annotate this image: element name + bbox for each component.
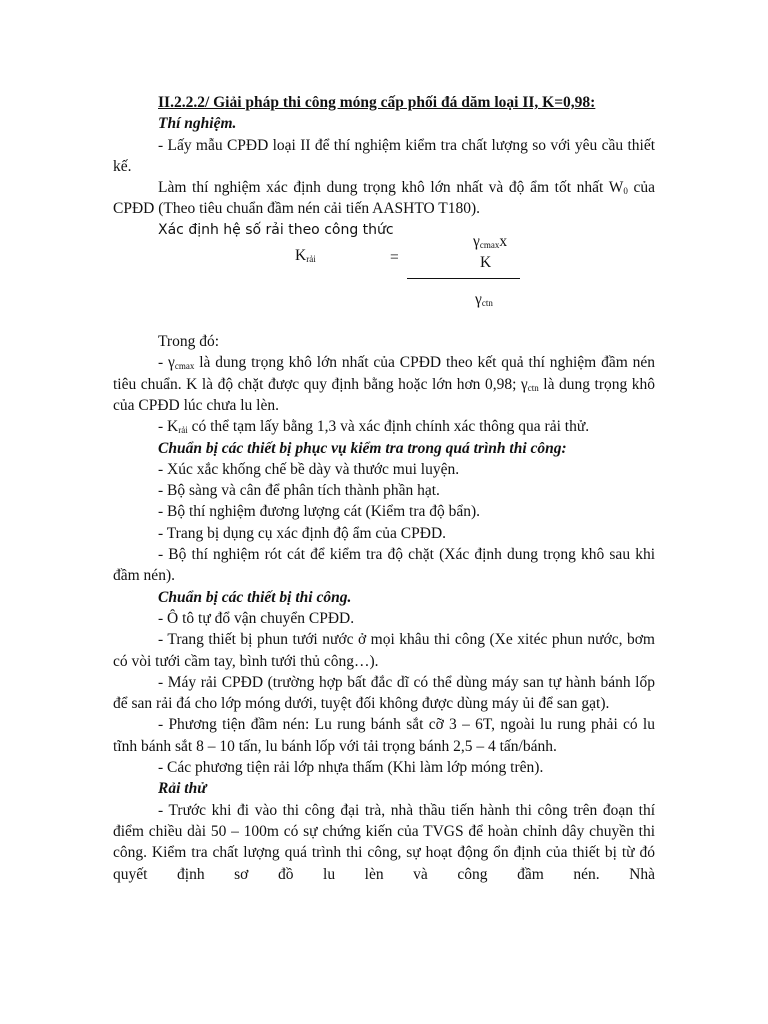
list-item: - Bộ thí nghiệm đương lượng cát (Kiểm tra độ bẩn). bbox=[158, 503, 481, 521]
paragraph-where: Trong đó: bbox=[158, 333, 220, 351]
subsection-title-test-equipment: Chuẩn bị các thiết bị phục vụ kiểm tra trong quá trình thi công: bbox=[158, 439, 567, 457]
formula-symbol: γ bbox=[475, 291, 482, 309]
subsection-title-construction-equipment: Chuẩn bị các thiết bị thi công. bbox=[158, 588, 352, 606]
subscript: rải bbox=[178, 425, 188, 436]
list-item: - Trang thiết bị phun tưới nước ở mọi khâu thi công (Xe xitéc phun nước, bơm có vòi tưới cầm tay, bình tưới thủ công…). bbox=[113, 631, 655, 670]
list-item: - Ô tô tự đổ vận chuyển CPĐD. bbox=[158, 609, 355, 627]
list-item: - Trang bị dụng cụ xác định độ ẩm của CPĐD. bbox=[158, 524, 447, 542]
list-item: - Bộ thí nghiệm rót cát để kiểm tra độ chặt (Xác định dung trọng khô sau khi đầm nén). bbox=[113, 546, 655, 585]
subsection-title-testing: Thí nghiệm. bbox=[158, 115, 237, 133]
text-run: có thể tạm lấy bằng 1,3 và xác định chính xác thông qua rải thử. bbox=[187, 418, 590, 436]
paragraph: - Lấy mẫu CPĐD loại II để thí nghiệm kiểm tra chất lượng so với yêu cầu thiết kế. bbox=[113, 136, 655, 175]
paragraph-formula-intro: Xác định hệ số rải theo công thức bbox=[158, 221, 394, 238]
list-item: - Các phương tiện rải lớp nhựa thấm (Khi làm lớp móng trên). bbox=[158, 759, 544, 777]
text-run: Làm thí nghiệm xác định dung trọng khô lớn nhất và độ ẩm tốt nhất W bbox=[158, 179, 624, 197]
subscript: ctn bbox=[481, 298, 493, 309]
text-run: - γ bbox=[158, 354, 175, 372]
subscript: ctn bbox=[527, 382, 539, 393]
formula bbox=[113, 233, 655, 331]
section-heading: II.2.2.2/ Giải pháp thi công móng cấp phối đá dăm loại II, K=0,98: bbox=[158, 94, 596, 111]
text-run: là dung trọng khô lớn nhất của CPĐD theo kết quả thí nghiệm đầm nén tiêu chuẩn. K là độ chặt được quy định bằng hoặc lớn hơn 0,98; γ bbox=[113, 354, 656, 393]
paragraph bbox=[113, 177, 655, 220]
list-item: - Phương tiện đầm nén: Lu rung bánh sắt cỡ 3 – 6T, ngoài lu rung phải có lu tĩnh bánh sắt 8 – 10 tấn, lu bánh lốp với tải trọng bánh 2,5 – 4 tấn/bánh. bbox=[113, 716, 655, 755]
list-item: - Bộ sàng và cân để phân tích thành phần hạt. bbox=[158, 482, 440, 500]
list-item: - Máy rải CPĐD (trường hợp bất đắc dĩ có thể dùng máy san tự hành bánh lốp để san rải đá cho lớp móng dưới, tuyệt đối không được dùng máy ủi để san gạt). bbox=[113, 673, 655, 713]
formula-symbol: K bbox=[295, 247, 307, 265]
formula-numerator-k: K bbox=[480, 254, 492, 272]
formula-k-rai bbox=[295, 245, 316, 266]
paragraph bbox=[113, 416, 655, 437]
subsection-title-trial-spreading: Rải thử bbox=[158, 780, 207, 798]
text-run: là dung trọng khô của CPĐD lúc chưa lu lèn. bbox=[113, 375, 655, 414]
text-run: - K bbox=[158, 418, 179, 436]
formula-symbol: x bbox=[499, 233, 508, 251]
paragraph bbox=[113, 352, 655, 416]
subscript: cmax bbox=[174, 361, 195, 372]
formula-denominator bbox=[475, 289, 493, 310]
subscript: 0 bbox=[623, 186, 628, 197]
text-run: của CPĐD (Theo tiêu chuẩn đầm nén cải tiến AASHTO T180). bbox=[113, 179, 655, 218]
paragraph: - Trước khi đi vào thi công đại trà, nhà thầu tiến hành thi công trên đoạn thí điểm chiều dài 50 – 100m có sự chứng kiến của TVGS để hoàn chỉnh dây chuyền thi công. Kiểm tra chất lượng quá trình thi công, sự hoạt động ổn định của thiết bị từ đó quyết định sơ đồ lu lèn và công đầm nén. Nhà bbox=[113, 801, 655, 883]
formula-symbol: γ bbox=[473, 233, 480, 251]
formula-equals: = bbox=[390, 249, 399, 267]
subscript: rải bbox=[306, 254, 316, 265]
document-page bbox=[113, 92, 655, 885]
list-item: - Xúc xắc khống chế bề dày và thước mui luyện. bbox=[158, 460, 460, 478]
fraction-line bbox=[407, 278, 520, 279]
subscript: cmax bbox=[479, 240, 500, 251]
formula-numerator-gamma bbox=[473, 231, 507, 252]
